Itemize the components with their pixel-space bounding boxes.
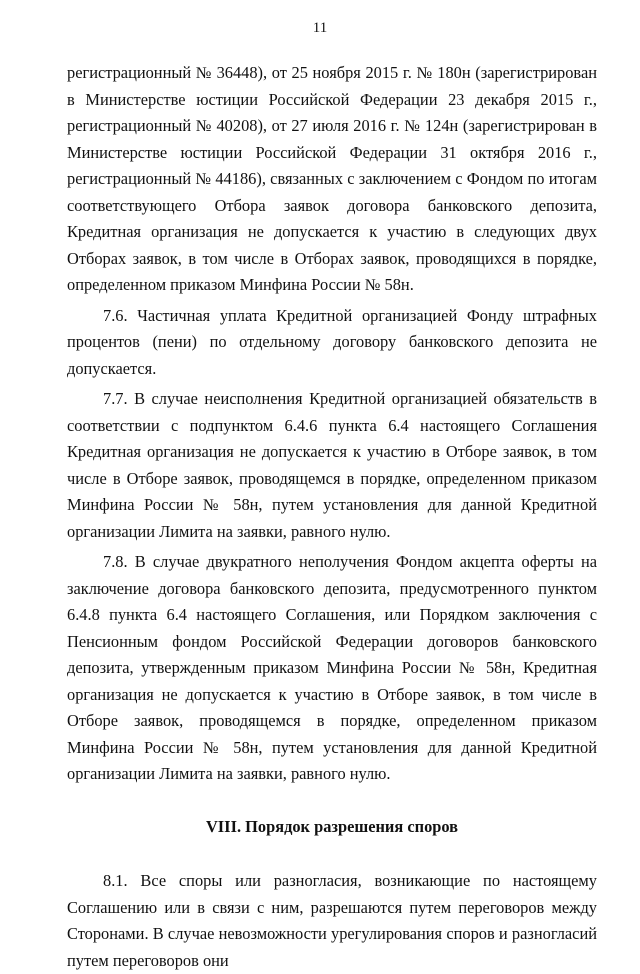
paragraph-7-8: 7.8. В случае двукратного неполучения Фондом акцепта оферты на заключение договора банковского депозита, предусмотренного пунктом 6.4.8 пункта 6.4 настоящего Соглашения, или Порядком заключения с Пенсионным фондом Российской Федерации договоров банковского депозита, утвержденным приказом Минфина России № 58н, Кредитная организация не допускается к участию в Отборе заявок, в том числе в Отборе заявок, проводящемся в порядке, определенном приказом Минфина России № 58н, путем установления для данной Кредитной организации Лимита на заявки, равного нулю.	[67, 552, 597, 783]
document-body	[67, 60, 597, 974]
paragraph-7-6: 7.6. Частичная уплата Кредитной организацией Фонду штрафных процентов (пени) по отдельному договору банковского депозита не допускается.	[67, 305, 597, 378]
page-number: 11	[312, 20, 328, 36]
paragraph-7-7: 7.7. В случае неисполнения Кредитной организацией обязательств в соответствии с подпунктом 6.4.6 пункта 6.4 настоящего Соглашения Кредитная организация не допускается к участию в Отборе заявок, в том числе в Отборе заявок, проводящемся в порядке, определенном приказом Минфина России № 58н, путем установления для данной Кредитной организации Лимита на заявки, равного нулю.	[67, 389, 597, 541]
paragraph-8-1: 8.1. Все споры или разногласия, возникающие по настоящему Соглашению или в связи с ним, разрешаются путем переговоров между Сторонами. В случае невозможности урегулирования споров и разногласий путем переговоров они	[67, 871, 597, 970]
paragraph-continuation: регистрационный № 36448), от 25 ноября 2015 г. № 180н (зарегистрирован в Министерстве юстиции Российской Федерации 23 декабря 2015 г., регистрационный № 40208), от 27 июля 2016 г. № 124н (зарегистрирован в Министерстве юстиции Российской Федерации 31 октября 2016 г., регистрационный № 44186), связанных с заключением с Фондом по итогам соответствующего Отбора заявок договора банковского депозита, Кредитная организация не допускается к участию в следующих двух Отборах заявок, в том числе в Отборах заявок, проводящихся в порядке, определенном приказом Минфина России № 58н.	[67, 63, 597, 294]
section-heading: VIII. Порядок разрешения споров	[205, 816, 459, 836]
